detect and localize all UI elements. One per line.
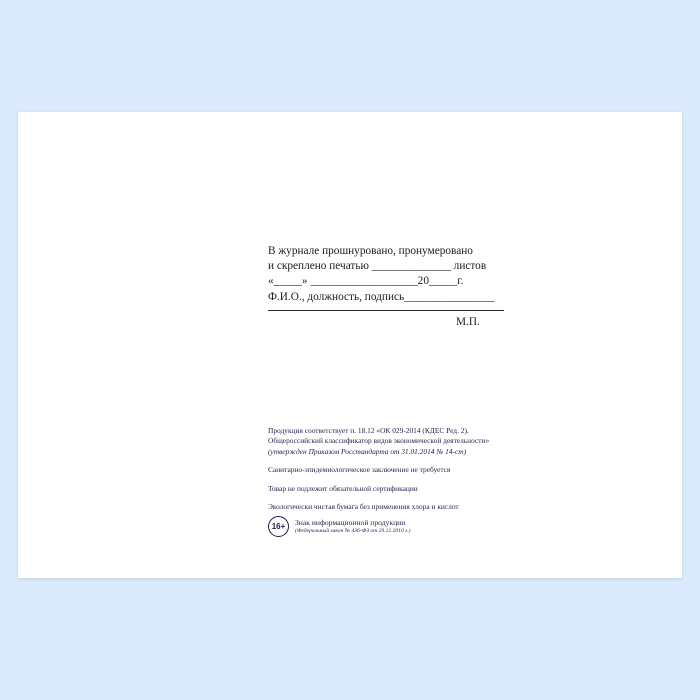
age-rating-row xyxy=(268,516,411,537)
age-rating-text xyxy=(295,518,411,535)
legal-spacer-1 xyxy=(268,457,568,465)
legal-line-1: Продукция соответствует п. 18.12 «ОК 029-2014 (КДЕС Ред. 2). xyxy=(268,426,469,435)
age-rating-law: (Федеральный закон № 436-ФЗ от 29.12.2010 г.) xyxy=(295,527,411,534)
legal-spacer-2 xyxy=(268,476,568,484)
seal-place-label: М.П. xyxy=(456,316,480,328)
stamp-line-2: и скреплено печатью ______________ листов xyxy=(268,260,487,273)
stamp-line-3: «_____» ___________________20_____г. xyxy=(268,275,464,288)
legal-notice-block xyxy=(268,426,568,512)
legal-spacer-3 xyxy=(268,494,568,502)
legal-line-2: Общероссийский классификатор видов экономической деятельности» xyxy=(268,436,490,446)
document-body xyxy=(18,112,682,578)
certification-stamp-block xyxy=(268,244,518,311)
age-rating-title: Знак информационной продукции xyxy=(295,518,406,528)
legal-line-6: Экологически чистая бумага без применения хлора и кислот xyxy=(268,502,459,512)
signature-rule xyxy=(268,309,504,311)
legal-line-4: Санитарно-эпидемиологическое заключение не требуется xyxy=(268,465,451,475)
age-rating-icon: 16+ xyxy=(268,516,289,537)
legal-line-3: (утвержден Приказом Росстандарта от 31.01.2014 № 14-ст) xyxy=(268,446,467,456)
document-page xyxy=(18,112,682,578)
legal-line-5: Товар не подлежит обязательной сертификации xyxy=(268,483,418,493)
stamp-line-4: Ф.И.О., должность, подпись________________ xyxy=(268,290,495,303)
stamp-line-1: В журнале прошнуровано, пронумеровано xyxy=(268,245,473,257)
